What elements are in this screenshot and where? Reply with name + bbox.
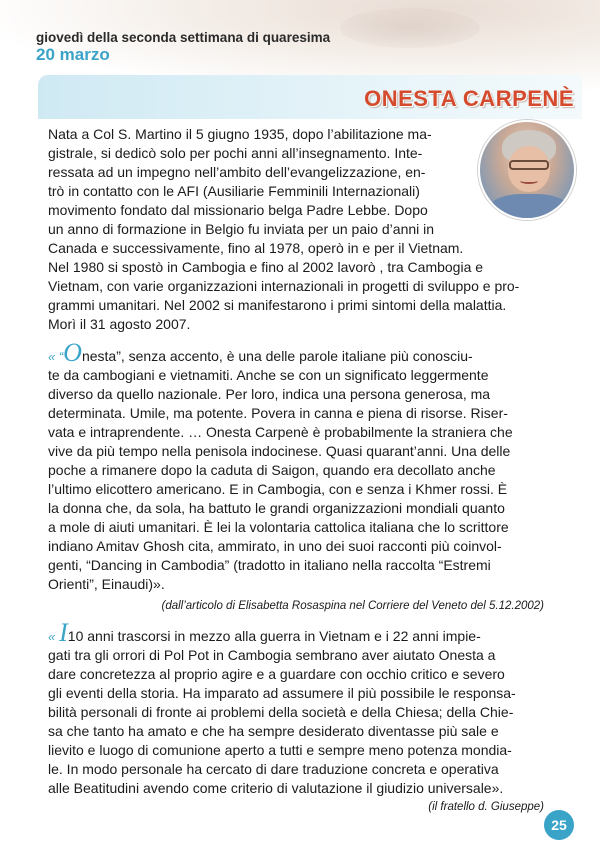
opening-quote-mark: « “ bbox=[48, 349, 64, 364]
bio-line: Vietnam, con varie organizzazioni internazionali in progetti di sviluppo e pro- bbox=[48, 278, 520, 294]
bio-line: trò in contatto con le AFI (Ausiliarie Femminili Internazionali) bbox=[48, 183, 420, 199]
quote-line: diverso da quello nazionale. Per loro, indica una persona generosa, ma bbox=[48, 386, 491, 402]
bio-line: ressata ad un impegno nell’ambito dell’evangelizzazione, en- bbox=[48, 164, 426, 180]
quote-line: l’ultimo elicottero americano. E in Cambogia, con e senza i Khmer rossi. È bbox=[48, 481, 508, 497]
bio-line: Canada e successivamente, fino al 1978, operò in e per il Vietnam. bbox=[48, 240, 464, 256]
drop-cap: I bbox=[59, 618, 68, 647]
page-number: 25 bbox=[544, 810, 574, 840]
quote-line: lievito e luogo di comunione aperto a tutti e sempre meno potenza mondia- bbox=[48, 742, 512, 758]
quote-line: vive da più tempo nella penisola indocinese. Quasi quarant’anni. Una delle bbox=[48, 443, 511, 459]
quote-line: gati tra gli orrori di Pol Pot in Cambogia sembrano aver aiutato Onesta a bbox=[48, 647, 496, 663]
quote-line: genti, “Dancing in Cambodia” (tradotto in italiano nella raccolta “Estremi bbox=[48, 557, 491, 573]
date: 20 marzo bbox=[36, 45, 110, 64]
quote-line: Orienti”, Einaudi)». bbox=[48, 576, 165, 592]
quote-line: vata e intraprendente. … Onesta Carpenè è probabilmente la straniera che bbox=[48, 424, 513, 440]
quote-line: te da cambogiani e vietnamiti. Anche se con un significato leggermente bbox=[48, 367, 489, 383]
opening-quote-mark: « bbox=[48, 629, 56, 644]
quote-line: dare concretezza al proprio agire e a guardare con occhio critico e severo bbox=[48, 666, 505, 682]
quote-first-line bbox=[48, 338, 576, 367]
quote-line: a mole di aiuti umanitari. È lei la volontaria cattolica italiana che lo scrittore bbox=[48, 519, 509, 535]
biography bbox=[48, 125, 576, 334]
bio-line: Nata a Col S. Martino il 5 giugno 1935, dopo l’abilitazione ma- bbox=[48, 126, 432, 142]
liturgical-day: giovedì della seconda settimana di quaresima bbox=[36, 30, 331, 45]
drop-cap: O bbox=[63, 338, 82, 367]
quote-line: la donna che, da sola, ha battuto le grandi organizzazioni mondiali quanto bbox=[48, 500, 505, 516]
quote-line: determinata. Umile, ma potente. Povera in canna e piena di risorse. Riser- bbox=[48, 405, 508, 421]
quote-source: (il fratello d. Giuseppe) bbox=[428, 801, 544, 813]
bio-line: gistrale, si dedicò solo per pochi anni all’insegnamento. Inte- bbox=[48, 145, 423, 161]
quote-article bbox=[48, 338, 576, 594]
bio-line: Nel 1980 si spostò in Cambogia e fino al 2002 lavorò , tra Cambogia e bbox=[48, 259, 484, 275]
quote-source: (dall’articolo di Elisabetta Rosaspina nel Corriere del Veneto del 5.12.2002) bbox=[161, 600, 544, 612]
quote-line: sa che tanto ha amato e che ha sempre desiderato diventasse più sale e bbox=[48, 723, 499, 739]
quote-text: 10 anni trascorsi in mezzo alla guerra in Vietnam e i 22 anni impie- bbox=[67, 628, 481, 644]
quote-text: nesta”, senza accento, è una delle parole italiane più conosciu- bbox=[81, 348, 473, 364]
quote-line: alle Beatitudini avendo come criterio di valutazione il giudizio universale». bbox=[48, 780, 504, 796]
bio-line: grammi umanitari. Nel 2002 si manifestarono i primi sintomi della malattia. bbox=[48, 297, 507, 313]
quote-line: poche a rimanere dopo la caduta di Saigon, quando era decollato anche bbox=[48, 462, 496, 478]
quote-first-line bbox=[48, 618, 576, 647]
quote-line: le. In modo personale ha cercato di dare traduzione concreta e operativa bbox=[48, 761, 499, 777]
quote-line: gli eventi della storia. Ha imparato ad assumere il più possibile le responsa- bbox=[48, 685, 516, 701]
quote-line: bilità personali di fronte ai problemi della società e della Chiesa; della Chie- bbox=[48, 704, 514, 720]
quote-brother bbox=[48, 618, 576, 798]
page-title: ONESTA CARPENÈ bbox=[364, 86, 574, 111]
bio-line: Morì il 31 agosto 2007. bbox=[48, 316, 191, 332]
bio-line: un anno di formazione in Belgio fu inviata per un paio d’anni in bbox=[48, 221, 435, 237]
bio-line: movimento fondato dal missionario belga Padre Lebbe. Dopo bbox=[48, 202, 428, 218]
quote-line: indiano Amitav Ghosh cita, ammirato, in uno dei suoi racconti più coinvol- bbox=[48, 538, 502, 554]
